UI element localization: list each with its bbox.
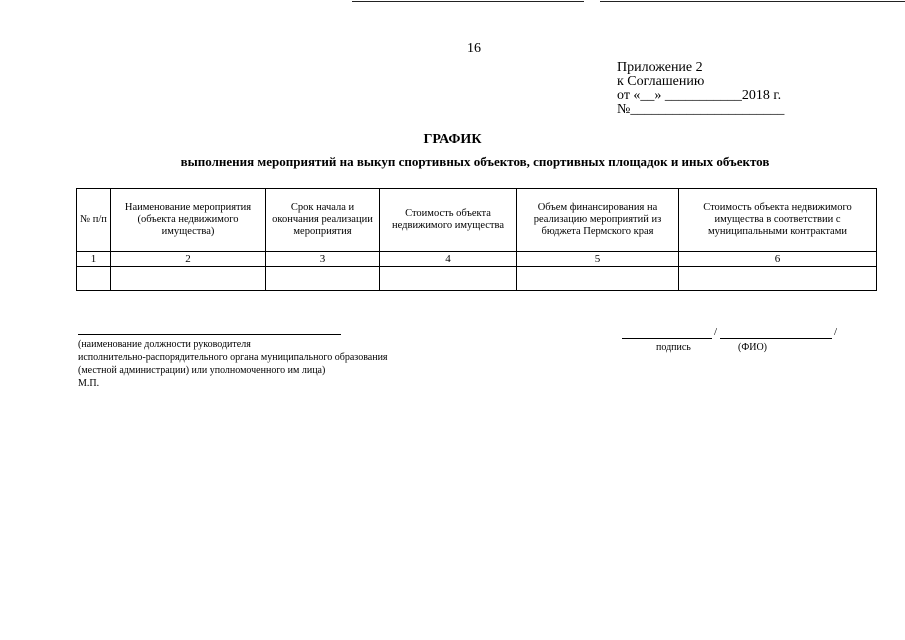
separator-slash: / xyxy=(834,326,838,338)
signature-blank-line xyxy=(622,338,712,339)
appendix-number-line: №______________________ xyxy=(617,102,785,117)
header-cell-event-name: Наименование мероприятия (объекта недвижимого имущества) xyxy=(111,189,266,252)
header-cell-funding: Объем финансирования на реализацию мероприятий из бюджета Пермского края xyxy=(517,189,679,252)
empty-cell xyxy=(679,267,877,291)
fio-label: (ФИО) xyxy=(738,342,768,353)
page-number: 16 xyxy=(467,41,481,56)
table-header-row xyxy=(77,189,877,252)
appendix-date-line: от «__» ___________2018 г. xyxy=(617,88,782,103)
appendix-line: Приложение 2 xyxy=(617,60,703,75)
empty-cell xyxy=(77,267,111,291)
separator-slash: / xyxy=(714,326,718,338)
document-title: ГРАФИК xyxy=(423,132,482,147)
table-row-empty xyxy=(77,267,877,291)
table-row-column-numbers xyxy=(77,252,877,267)
top-border-line xyxy=(352,1,584,2)
empty-cell xyxy=(266,267,380,291)
column-number-cell: 3 xyxy=(266,252,380,267)
top-border-line xyxy=(600,1,905,2)
stamp-label: М.П. xyxy=(78,378,100,389)
column-number-cell: 6 xyxy=(679,252,877,267)
header-cell-property-cost: Стоимость объекта недвижимого имущества xyxy=(380,189,517,252)
header-cell-period: Срок начала и окончания реализации мероприятия xyxy=(266,189,380,252)
column-number-cell: 5 xyxy=(517,252,679,267)
appendix-line: к Соглашению xyxy=(617,74,705,89)
fio-blank-line xyxy=(720,338,832,339)
column-number-cell: 4 xyxy=(380,252,517,267)
document-subtitle: выполнения мероприятий на выкуп спортивных объектов, спортивных площадок и иных объектов xyxy=(180,154,770,169)
position-caption-line: (наименование должности руководителя xyxy=(78,339,251,350)
position-caption-line: исполнительно-распорядительного органа муниципального образования xyxy=(78,352,388,363)
position-blank-line xyxy=(78,334,341,335)
empty-cell xyxy=(517,267,679,291)
header-cell-number: № п/п xyxy=(77,189,111,252)
signature-label: подпись xyxy=(656,342,691,353)
column-number-cell: 2 xyxy=(111,252,266,267)
empty-cell xyxy=(111,267,266,291)
header-cell-contract-cost: Стоимость объекта недвижимого имущества в соответствии с муниципальными контрактами xyxy=(679,189,877,252)
schedule-table xyxy=(76,188,877,291)
signature-block xyxy=(622,326,852,352)
column-number-cell: 1 xyxy=(77,252,111,267)
signatory-position-block xyxy=(78,334,388,390)
empty-cell xyxy=(380,267,517,291)
position-caption-line: (местной администрации) или уполномоченного им лица) xyxy=(78,365,326,376)
appendix-block xyxy=(617,61,784,117)
